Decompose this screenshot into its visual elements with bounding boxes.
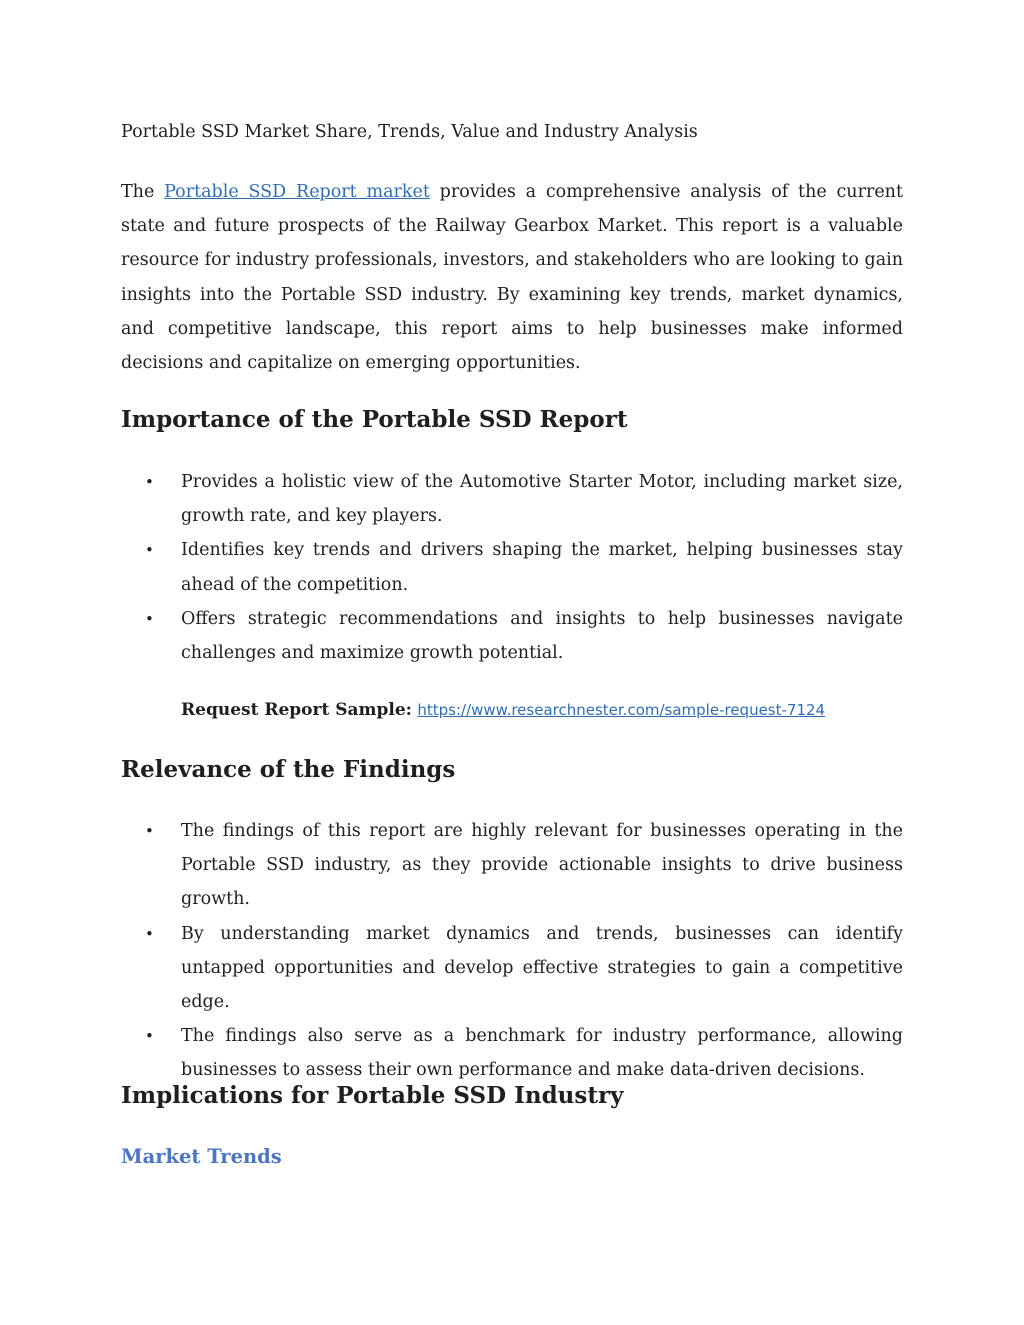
sample-request-line [181, 697, 825, 723]
list-item [121, 814, 903, 917]
intro-prefix: The [121, 182, 165, 202]
bullet-icon: • [145, 1027, 154, 1046]
sample-request-label: Request Report Sample: [181, 700, 412, 720]
section-heading-implications: Implications for Portable SSD Industry [121, 1082, 624, 1109]
section-heading-importance: Importance of the Portable SSD Report [121, 406, 628, 433]
list-item-text: Provides a holistic view of the Automotive Starter Motor, including market size, growth rate, and key players. [181, 472, 903, 527]
intro-paragraph [121, 175, 903, 380]
bullet-icon: • [145, 609, 154, 628]
bullet-icon: • [145, 822, 154, 840]
intro-body: provides a comprehensive analysis of the current state and future prospects of the Railway Gearbox Market. This report is a valuable resource for industry professionals, investors, and stakeholders who are looking to gain insights into the Portable SSD industry. By examining key trends, market dynamics, and competitive landscape, this report aims to help businesses make informed decisions and capitalize on emerging opportunities. [121, 182, 903, 374]
list-item [121, 602, 903, 670]
report-market-link[interactable]: Portable SSD Report market [164, 182, 430, 202]
bullet-icon: • [145, 924, 154, 943]
sample-request-link[interactable]: https://www.researchnester.com/sample-request-7124 [417, 701, 826, 719]
list-item-text: Identifies key trends and drivers shaping the market, helping businesses stay ahead of the competition. [181, 540, 903, 595]
list-item-text: The findings of this report are highly relevant for businesses operating in the Portable SSD industry, as they provide actionable insights to drive business growth. [181, 821, 903, 910]
list-item [121, 1019, 903, 1087]
list-item-text: The findings also serve as a benchmark for industry performance, allowing businesses to assess their own performance and make data-driven decisions. [181, 1026, 903, 1081]
relevance-bullet-list [121, 814, 903, 1088]
section-heading-relevance: Relevance of the Findings [121, 756, 456, 783]
list-item [121, 533, 903, 601]
subheading-market-trends: Market Trends [121, 1145, 282, 1168]
list-item [121, 917, 903, 1020]
list-item-text: By understanding market dynamics and trends, businesses can identify untapped opportunities and develop effective strategies to gain a competitive edge. [181, 923, 903, 1013]
importance-bullet-list [121, 465, 903, 670]
list-item-text: Offers strategic recommendations and insights to help businesses navigate challenges and maximize growth potential. [181, 608, 903, 664]
bullet-icon: • [145, 473, 154, 491]
bullet-icon: • [145, 541, 154, 560]
list-item [121, 465, 903, 533]
document-title: Portable SSD Market Share, Trends, Value and Industry Analysis [121, 122, 698, 142]
